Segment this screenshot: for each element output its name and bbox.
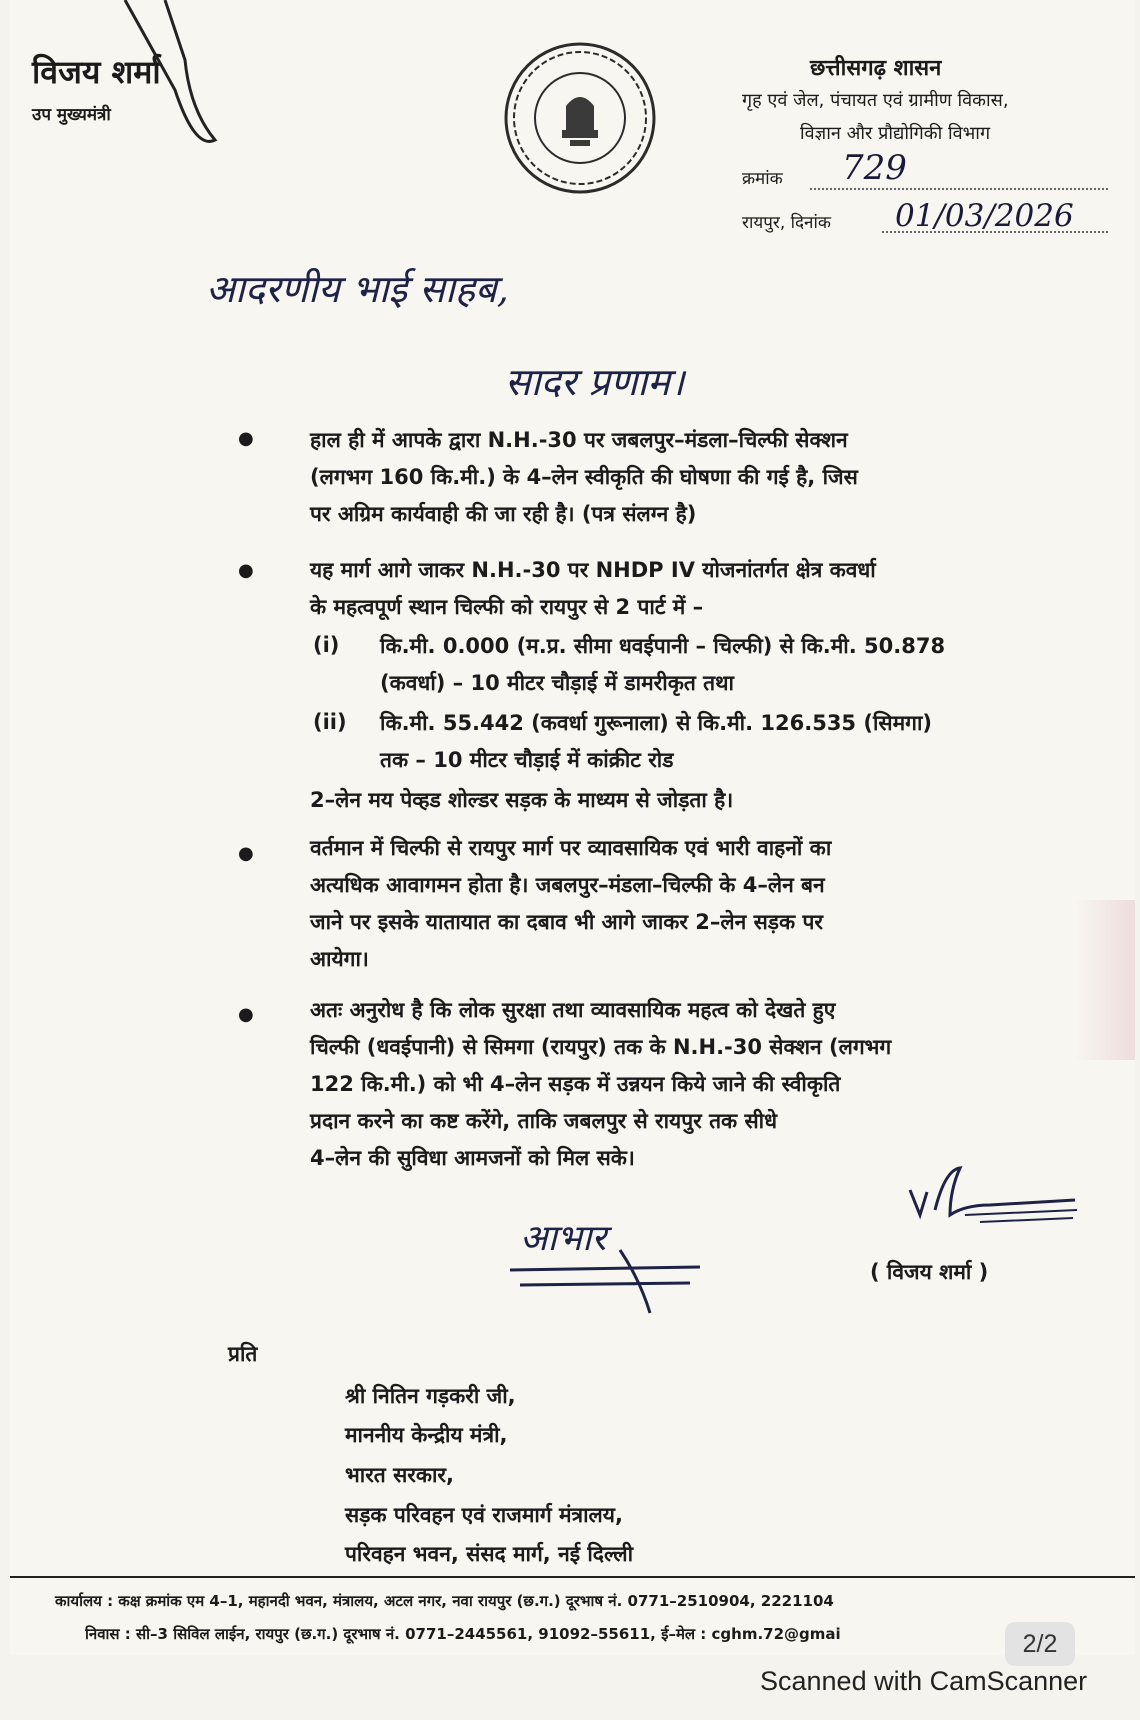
date-value: 01/03/2026 [895, 198, 1074, 234]
prati-label: प्रति [228, 1342, 258, 1366]
bullet-icon: ● [238, 843, 254, 864]
department-line-2: विज्ञान और प्रौद्योगिकी विभाग [800, 123, 991, 144]
department-line-1: गृह एवं जेल, पंचायत एवं ग्रामीण विकास, [742, 90, 1009, 111]
kramank-label: क्रमांक [742, 169, 783, 189]
paragraph-3 [310, 830, 831, 978]
sub-item-2 [380, 705, 932, 779]
paragraph-line: अत्यधिक आवागमन होता है। जबलपुर–मंडला–चिल्फी के 4–लेन बन [310, 873, 825, 897]
bullet-icon: ● [238, 428, 254, 449]
paragraph-2-end: 2–लेन मय पेव्हड शोल्डर सड़क के माध्यम से जोड़ता है। [310, 788, 734, 812]
paragraph-line: 122 कि.मी.) को भी 4–लेन सड़क में उन्नयन किये जाने की स्वीकृति [310, 1072, 841, 1096]
paragraph-line: तक – 10 मीटर चौड़ाई में कांक्रीट रोड [380, 748, 674, 772]
closing-underline [500, 1245, 710, 1315]
paragraph-line: के महत्वपूर्ण स्थान चिल्फी को रायपुर से 2 पार्ट में – [310, 595, 704, 619]
addressee-line: सड़क परिवहन एवं राजमार्ग मंत्रालय, [345, 1503, 623, 1527]
paragraph-line: अतः अनुरोध है कि लोक सुरक्षा तथा व्यावसायिक महत्व को देखते हुए [310, 998, 836, 1022]
paragraph-line: पर अग्रिम कार्यवाही की जा रही है। (पत्र संलग्न है) [310, 502, 697, 526]
addressee-line: परिवहन भवन, संसद मार्ग, नई दिल्ली [345, 1542, 634, 1566]
handwritten-signature [905, 1160, 1085, 1235]
paragraph-line: कि.मी. 0.000 (म.प्र. सीमा धवईपानी – चिल्फी) से कि.मी. 50.878 [380, 634, 946, 658]
camscanner-watermark: Scanned with CamScanner [760, 1666, 1088, 1696]
corner-pen-stroke [105, 0, 245, 160]
government-heading: छत्तीसगढ़ शासन [810, 56, 942, 81]
handwritten-closing: आभार [520, 1218, 607, 1259]
footer-office-address: कार्यालय : कक्ष क्रमांक एम 4–1, महानदी भवन, मंत्रालय, अटल नगर, नवा रायपुर (छ.ग.) दूरभाष नं. 0771–2510904, 2221104 [55, 1592, 834, 1610]
sender-name: विजय शर्मा [32, 53, 161, 91]
addressee-line: माननीय केन्द्रीय मंत्री, [345, 1423, 508, 1447]
paragraph-line: 4–लेन की सुविधा आमजनों को मिल सके। [310, 1146, 635, 1170]
paragraph-line: (कवर्धा) – 10 मीटर चौड़ाई में डामरीकृत तथा [380, 671, 734, 695]
date-label: रायपुर, दिनांक [742, 213, 831, 233]
addressee-line: श्री नितिन गड़करी जी, [345, 1384, 516, 1408]
sub-item-1 [380, 628, 945, 702]
footer-residence-address: निवास : सी–3 सिविल लाईन, रायपुर (छ.ग.) दूरभाष नं. 0771–2445561, 91092–55611, ई–मेल : cghm.72@gmai [85, 1625, 841, 1643]
sub-item-number: (i) [313, 633, 340, 657]
bullet-icon: ● [238, 560, 254, 581]
date-dotted-line [882, 231, 1108, 233]
page-indicator: 2/2 [1005, 1622, 1075, 1666]
handwritten-salutation: आदरणीय भाई साहब, [206, 267, 509, 311]
addressee-line: भारत सरकार, [345, 1463, 454, 1487]
sender-title: उप मुख्यमंत्री [32, 105, 111, 125]
paragraph-line: हाल ही में आपके द्वारा N.H.-30 पर जबलपुर–मंडला–चिल्फी सेक्शन [310, 428, 848, 452]
sub-item-number: (ii) [313, 710, 347, 734]
paragraph-line: आयेगा। [310, 947, 369, 971]
paragraph-line: (लगभग 160 कि.मी.) के 4–लेन स्वीकृति की घोषणा की गई है, जिस [310, 465, 858, 489]
paragraph-1 [310, 422, 858, 533]
kramank-value: 729 [842, 148, 907, 188]
paragraph-4 [310, 992, 891, 1177]
paragraph-line: जाने पर इसके यातायात का दबाव भी आगे जाकर 2–लेन सड़क पर [310, 910, 823, 934]
paragraph-line: वर्तमान में चिल्फी से रायपुर मार्ग पर व्यावसायिक एवं भारी वाहनों का [310, 836, 832, 860]
paragraph-line: यह मार्ग आगे जाकर N.H.-30 पर NHDP IV योजनांतर्गत क्षेत्र कवर्धा [310, 558, 876, 582]
bullet-icon: ● [238, 1004, 254, 1025]
footer-divider [10, 1576, 1135, 1578]
kramank-dotted-line [810, 188, 1108, 190]
paragraph-2 [310, 552, 876, 626]
signatory-name: ( विजय शर्मा ) [870, 1260, 989, 1284]
paragraph-line: प्रदान करने का कष्ट करेंगे, ताकि जबलपुर से रायपुर तक सीधे [310, 1109, 778, 1133]
handwritten-greeting: सादर प्रणाम। [505, 360, 685, 404]
state-seal-emblem [500, 38, 660, 198]
paragraph-line: कि.मी. 55.442 (कवर्धा गुरूनाला) से कि.मी. 126.535 (सिमगा) [380, 711, 933, 735]
letter-page [10, 0, 1135, 1655]
paragraph-line: चिल्फी (धवईपानी) से सिमगा (रायपुर) तक के N.H.-30 सेक्शन (लगभग [310, 1035, 892, 1059]
